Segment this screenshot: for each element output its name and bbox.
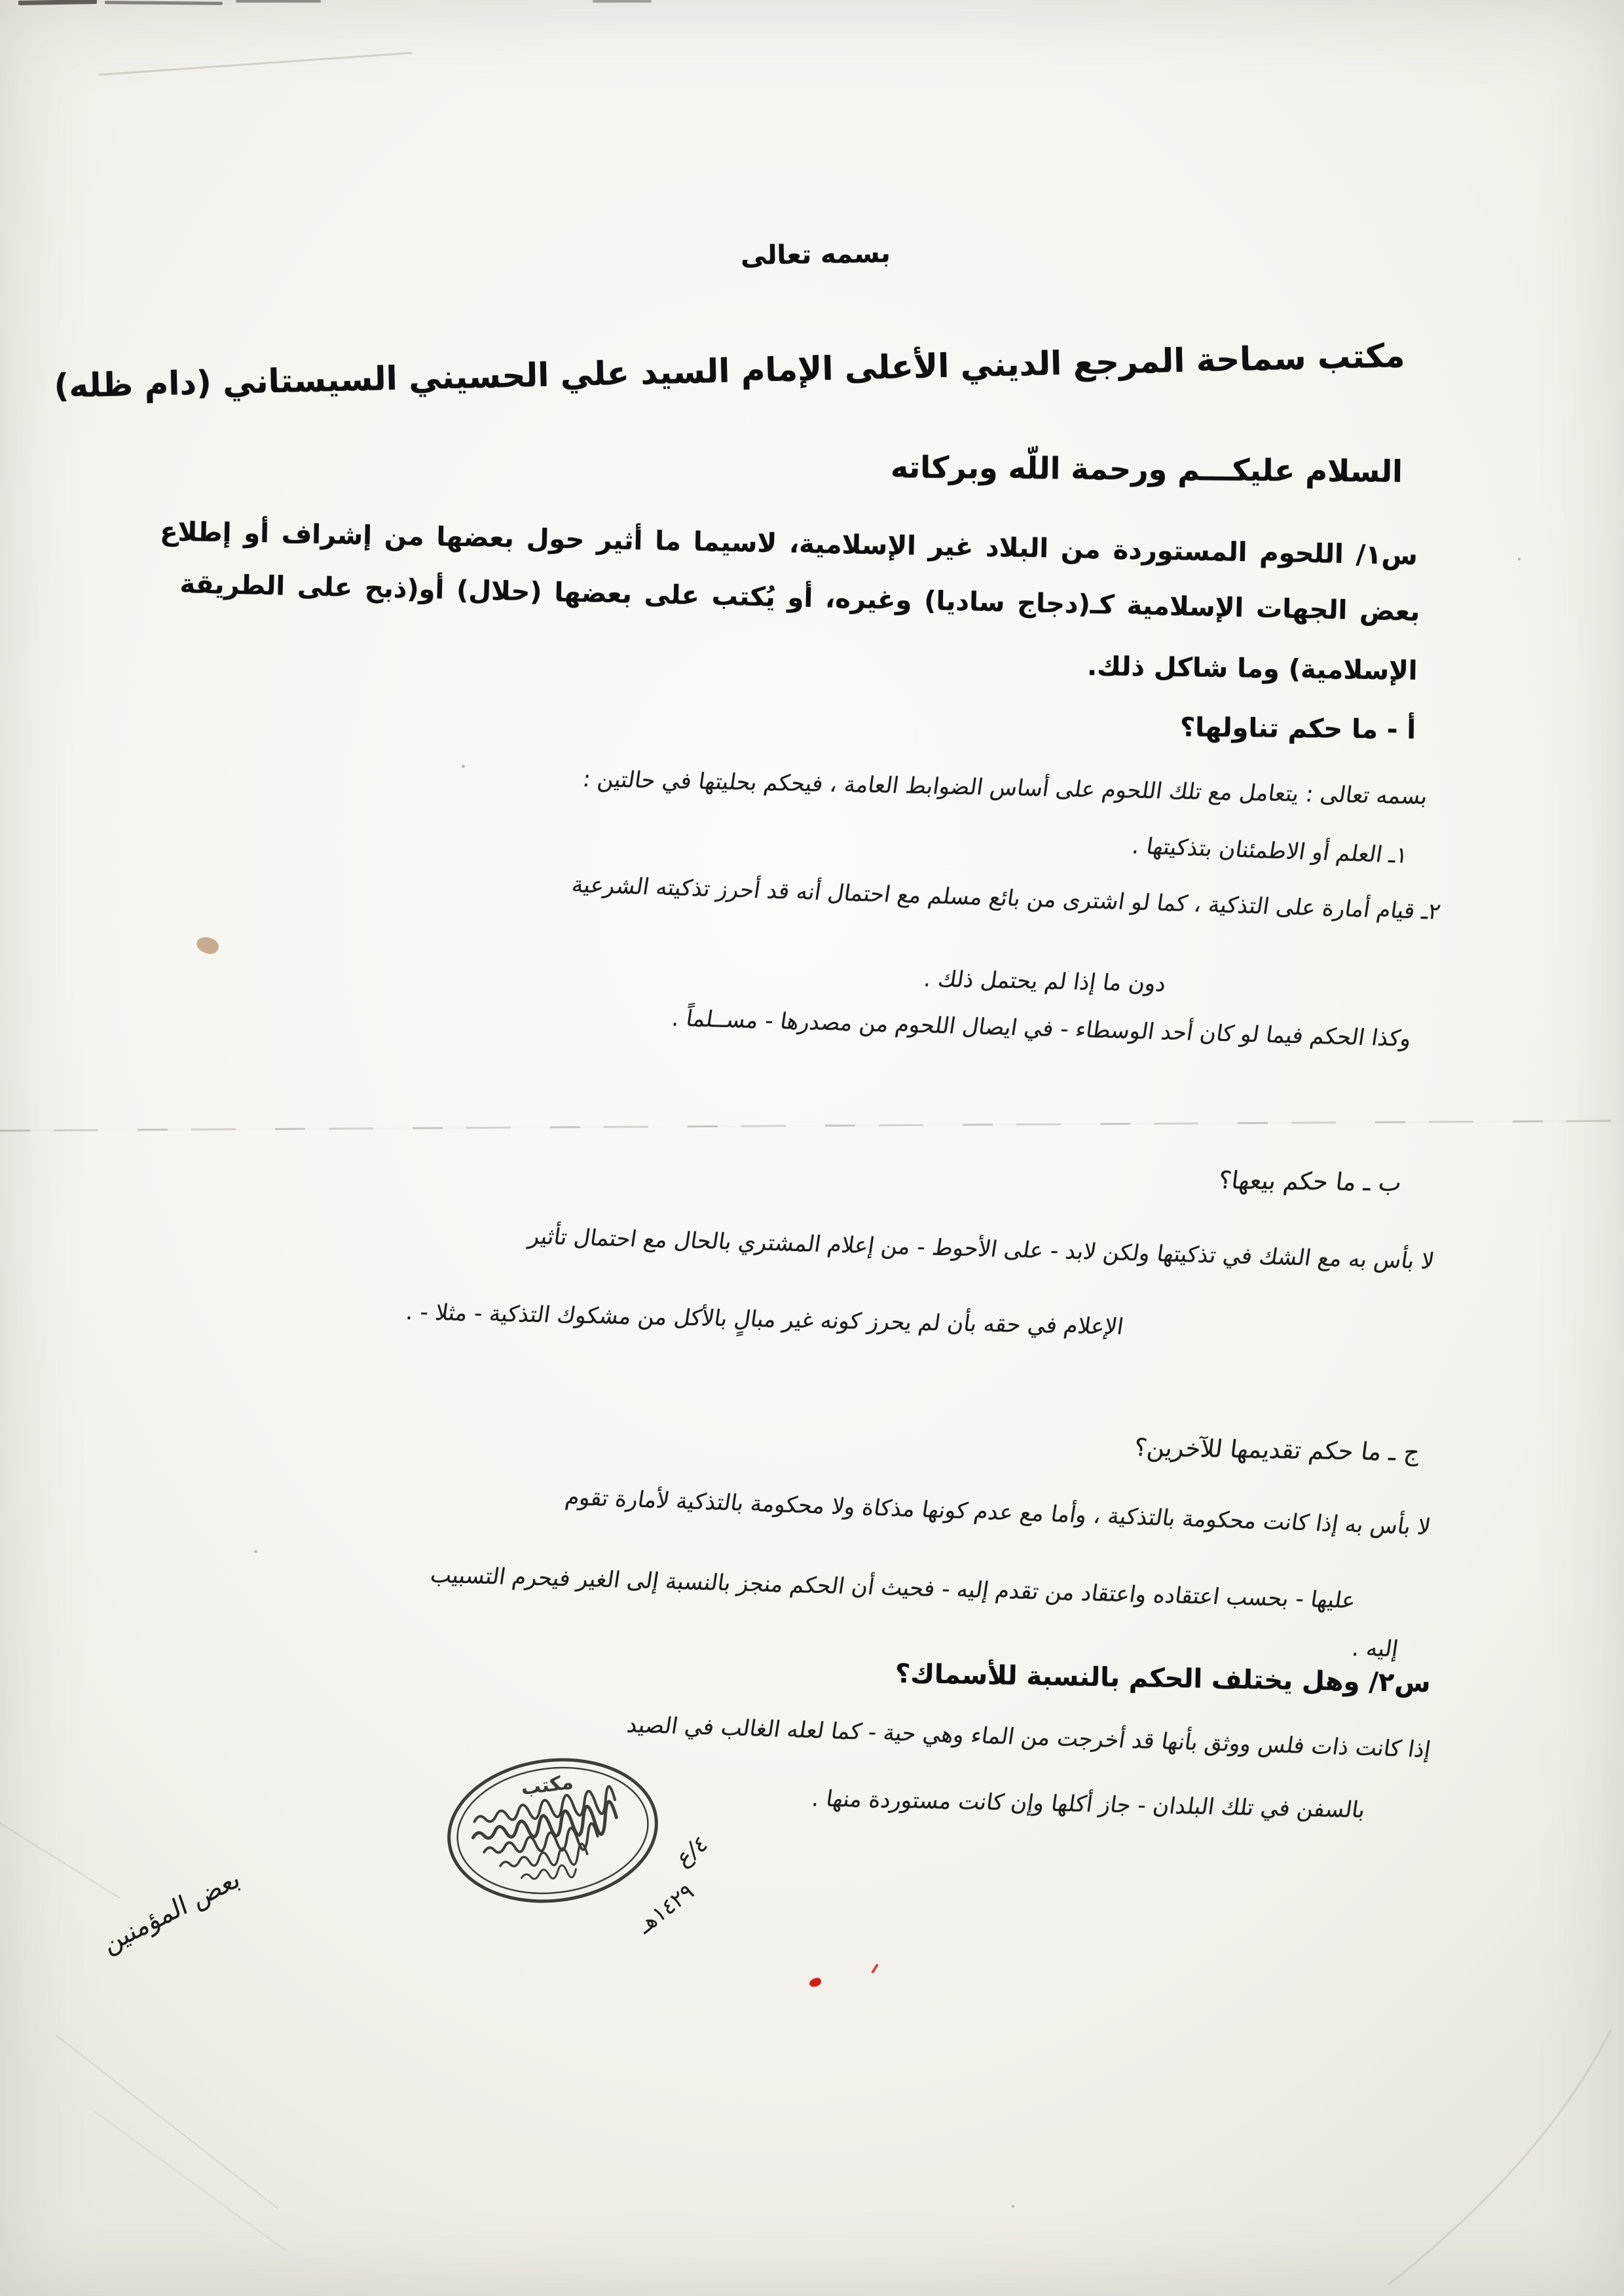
question1-part-b: ب ـ ما حكم بيعها؟ [1217,1166,1403,1197]
answer-b-line-2: الإعلام في حقه بأن لم يحرز كونه غير مبالٍ بالأكل من مشكوك التذكية - مثلا - . [403,1299,1125,1340]
answer-a-line-4: دون ما إذا لم يحتمل ذلك . [922,966,1168,997]
answer-c-line-2: عليها - بحسب اعتقاده واعتقاد من تقدم إليه - فحيث أن الحكم منجز بالنسبة إلى الغير فيحرم التسبيب [428,1561,1358,1614]
answer-a-line-3: ٢ـ قيام أمارة على التذكية ، كما لو اشترى من بائع مسلم مع احتمال أنه قد أحرز تذكيته الشرعية [570,871,1443,925]
answer-c-line-3: إليه . [1350,1635,1400,1662]
signature: بعض المؤمنين [100,1863,244,1960]
fold-crease-horizontal [0,1120,1624,1131]
red-ink-dot [809,1977,822,1988]
question2-line: س٢/ وهل يختلف الحكم بالنسبة للأسماك؟ [895,1658,1431,1698]
scan-speck [1012,2205,1014,2208]
scan-smudge-top-1 [18,0,97,5]
answer-b-line-1: لا بأس به مع الشك في تذكيتها ولكن لابد - على الأحوط - من إعلام المشتري بالحال مع احتمال تأثير [526,1223,1437,1275]
scan-scratch-top-left [98,52,412,75]
answer-c-line-1: لا بأس به إذا كانت محكومة بالتذكية ، وأما مع عدم كونها مذكاة ولا محكومة بالتذكية لأمارة تقوم [563,1484,1433,1540]
answer-a-line-2: ١ـ العلم أو الاطمئنان بتذكيتها . [1130,833,1411,869]
office-title-line: مكتب سماحة المرجع الديني الأعلى الإمام السيد علي الحسيني السيستاني (دام ظله) [53,337,1405,405]
paper-blemish [194,934,221,957]
fold-crease-bottom-right [1349,2023,1624,2296]
answer-a-line-5: وكذا الحكم فيما لو كان أحد الوسطاء - في ايصال اللحوم من مصدرها - مســلماً . [670,1005,1414,1052]
date-notation-line-1: ٤/ع [672,1829,712,1872]
fold-crease-bottom-left-2 [94,2111,286,2250]
scan-speck [1518,558,1521,560]
scan-smudge-top-4 [593,0,652,3]
stamp-top-word: مكتب [519,1770,575,1800]
scan-smudge-top-3 [236,0,321,3]
question1-line-2: بعض الجهات الإسلامية كـ(دجاج ساديا) وغيره، أو يُكتب على بعضها (حلال) أو(ذبح على الطريقة [179,569,1420,627]
scan-smudge-top-2 [105,1,223,5]
question1-part-c: ج ـ ما حكم تقديمها للآخرين؟ [1132,1433,1422,1467]
scan-speck [462,765,465,768]
answer-q2-line-2: بالسفن في تلك البلدان - جاز أكلها وإن كانت مستوردة منها . [810,1785,1367,1823]
question1-part-a: أ - ما حكم تناولها؟ [1179,712,1416,745]
answer-a-line-1: بسمه تعالى : يتعامل مع تلك اللحوم على أساس الضوابط العامة ، فيحكم بحليتها في حالتين : [581,766,1430,810]
red-ink-tick [871,1963,879,1974]
question1-line-1: س١/ اللحوم المستوردة من البلاد غير الإسلامية، لاسيما ما أثير حول بعضها من إشراف أو إطلاع [160,517,1418,571]
fold-crease-bottom-left-1 [56,2035,278,2209]
date-notation-line-2: ١٤٢٩هـ [633,1877,698,1939]
scan-speck [254,1550,257,1553]
answer-q2-line-1: إذا كانت ذات فلس ووثق بأنها قد أخرجت من الماء وهي حية - كما لعله الغالب في الصيد [625,1711,1433,1763]
salutation-line: السلام عليكـــم ورحمة اللّه وبركاته [890,449,1403,489]
question1-line-3: الإسلامية) وما شاكل ذلك. [1087,651,1418,686]
basmala-heading: بسمه تعالى [740,238,891,271]
office-stamp [440,1752,666,1916]
fold-crease-left-edge [0,1821,120,1899]
